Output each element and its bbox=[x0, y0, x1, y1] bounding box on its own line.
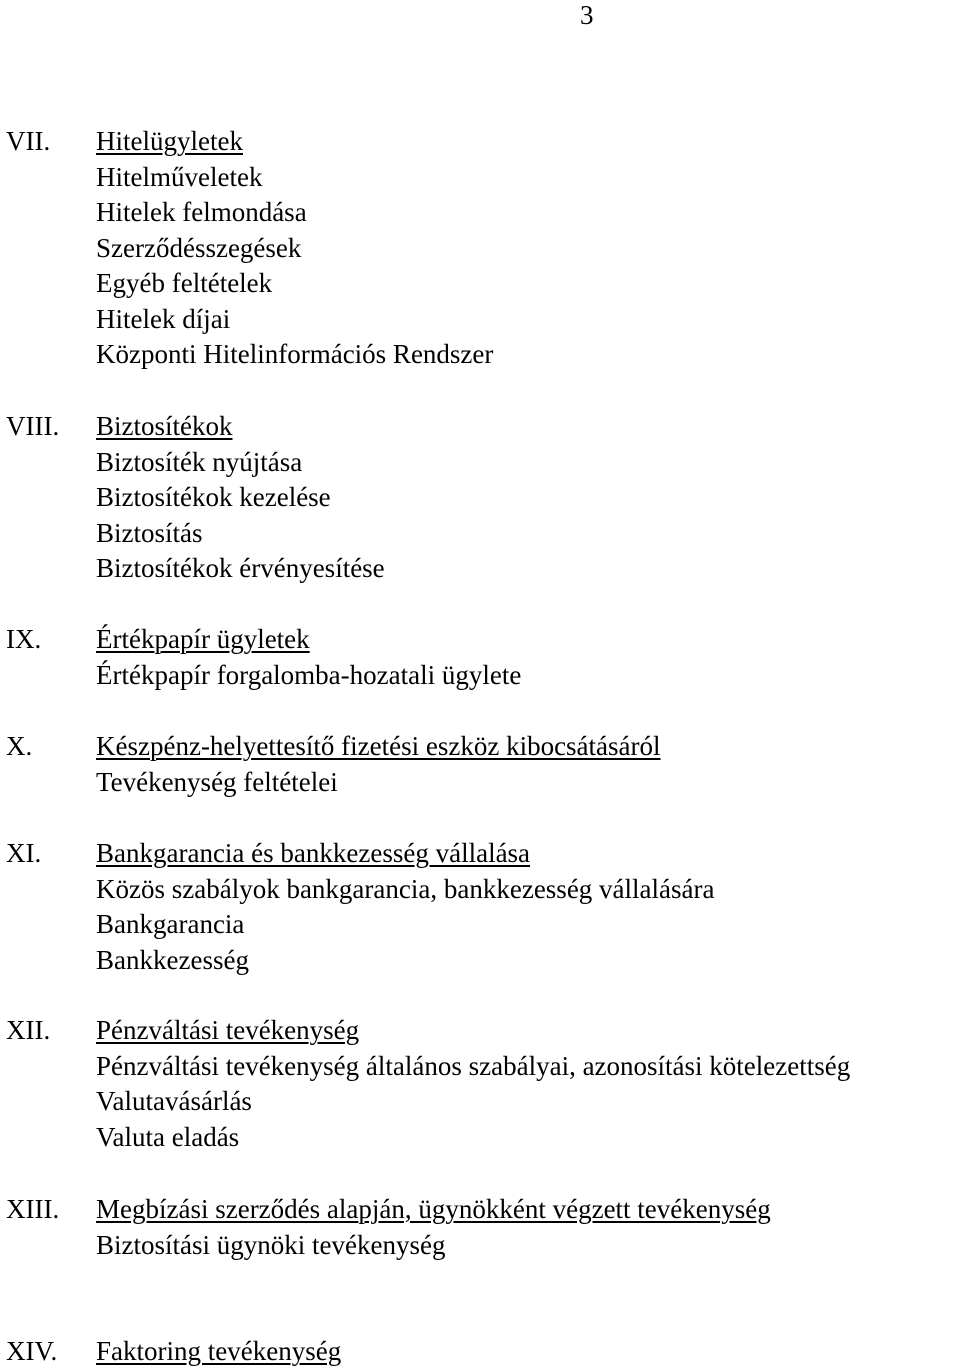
section-content bbox=[96, 1334, 341, 1370]
section-numeral: XIV. bbox=[6, 1336, 58, 1366]
section-content bbox=[96, 836, 714, 978]
section-item: Szerződésszegések bbox=[96, 232, 302, 263]
section-numeral: XI. bbox=[6, 838, 42, 868]
section-item: Biztosítékok érvényesítése bbox=[96, 553, 385, 583]
section-numeral: XII. bbox=[6, 1015, 51, 1045]
section-heading: Biztosítékok bbox=[96, 411, 233, 441]
section-item: Valutavásárlás bbox=[96, 1086, 252, 1116]
page-number: 3 bbox=[580, 0, 594, 30]
section-item: Hitelek felmondása bbox=[96, 197, 307, 227]
section-item: Hitelműveletek bbox=[96, 161, 263, 192]
section-content bbox=[96, 124, 493, 373]
section-item: Biztosítási ügynöki tevékenység bbox=[96, 1229, 446, 1260]
section-item: Biztosítás bbox=[96, 517, 203, 548]
section-item: Egyéb feltételek bbox=[96, 268, 273, 298]
section-content bbox=[96, 409, 385, 587]
section-item: Pénzváltási tevékenység általános szabályai, azonosítási kötelezettség bbox=[96, 1050, 851, 1081]
section-heading: Bankgarancia és bankkezesség vállalása bbox=[96, 838, 531, 868]
section-item: Értékpapír forgalomba-hozatali ügylete bbox=[96, 659, 522, 690]
section-item: Hitelek díjai bbox=[96, 303, 231, 334]
section-item: Bankkezesség bbox=[96, 944, 249, 975]
section-item: Tevékenység feltételei bbox=[96, 766, 338, 797]
section-content bbox=[96, 1013, 850, 1155]
section-heading: Értékpapír ügyletek bbox=[96, 624, 310, 654]
section-item: Valuta eladás bbox=[96, 1121, 240, 1152]
section-item: Bankgarancia bbox=[96, 909, 245, 939]
section-content bbox=[96, 1192, 771, 1263]
section-item: Biztosíték nyújtása bbox=[96, 446, 303, 477]
section-heading: Készpénz-helyettesítő fizetési eszköz kibocsátásáról bbox=[96, 731, 661, 761]
section-heading: Faktoring tevékenység bbox=[96, 1336, 342, 1366]
section-numeral: VIII. bbox=[6, 411, 60, 441]
section-numeral: VII. bbox=[6, 126, 51, 156]
section-item: Közös szabályok bankgarancia, bankkezesség vállalására bbox=[96, 873, 715, 904]
section-numeral: XIII. bbox=[6, 1194, 60, 1224]
section-content bbox=[96, 729, 661, 800]
section-item: Biztosítékok kezelése bbox=[96, 482, 331, 512]
section-numeral: X. bbox=[6, 731, 33, 761]
section-content bbox=[96, 622, 521, 693]
section-item: Központi Hitelinformációs Rendszer bbox=[96, 339, 494, 369]
section-heading: Hitelügyletek bbox=[96, 126, 243, 156]
section-numeral: IX. bbox=[6, 624, 42, 654]
section-heading: Pénzváltási tevékenység bbox=[96, 1015, 360, 1045]
section-heading: Megbízási szerződés alapján, ügynökként végzett tevékenység bbox=[96, 1194, 771, 1224]
